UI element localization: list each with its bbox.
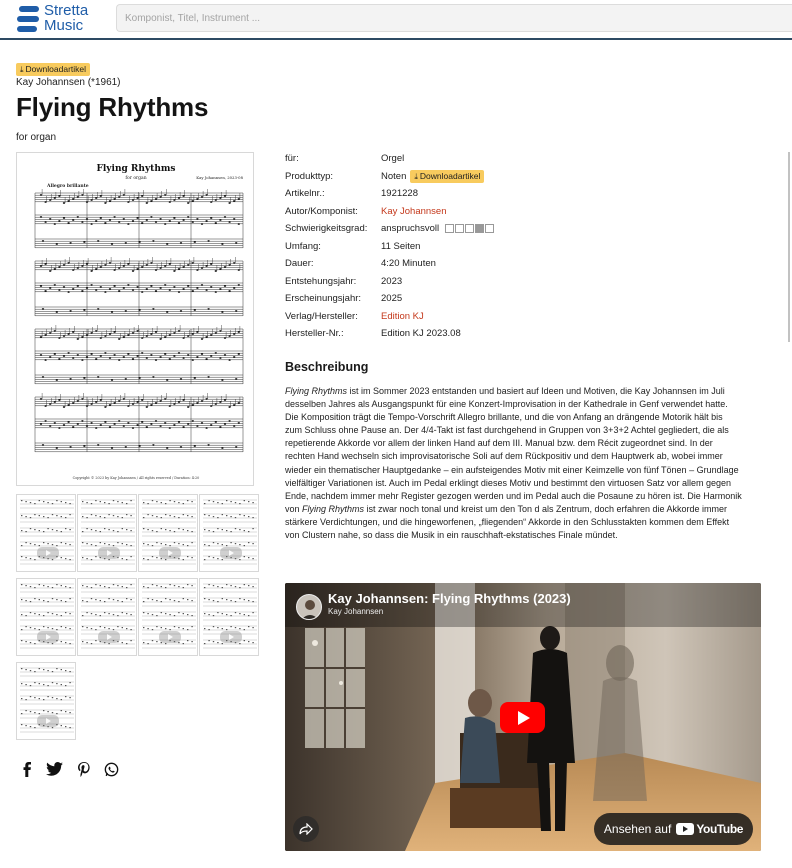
difficulty-indicator (445, 222, 495, 235)
detail-value (381, 222, 495, 235)
whatsapp-icon[interactable] (100, 758, 122, 780)
detail-label: Produkttyp: (285, 170, 334, 182)
description-text (285, 385, 763, 542)
detail-value (381, 170, 484, 183)
detail-label: Erscheinungsjahr: (285, 293, 362, 304)
twitter-icon[interactable] (43, 758, 65, 780)
description-line: von Flying Rhythms ist zwar noch tonal und kreist um den Ton d als Zentrum, doch erfahren die Akkorde immer (285, 503, 728, 514)
description-line: wieder ein thematischer Hauptgedanke – ein aufsteigendes Motiv mit einer Keimzelle von fünf Tönen – Grundlage (285, 464, 739, 475)
download-icon: ⤓ (414, 171, 418, 181)
detail-value (381, 292, 402, 305)
detail-value-text: Edition KJ 2023.08 (381, 328, 461, 339)
detail-label: Entstehungsjahr: (285, 275, 357, 287)
download-badge (410, 170, 484, 183)
score-thumbnail[interactable] (16, 578, 76, 656)
watch-label: Ansehen auf (603, 822, 672, 836)
difficulty-box (445, 224, 454, 233)
detail-value-text: 2023 (381, 275, 403, 287)
detail-label: Umfang: (285, 240, 321, 252)
facebook-icon[interactable] (16, 758, 38, 780)
share-arrow-icon (299, 823, 313, 835)
pinterest-icon[interactable] (73, 758, 95, 780)
difficulty-box (485, 224, 494, 233)
top-bar (0, 0, 792, 40)
detail-row (285, 187, 545, 204)
preview-play-icon (37, 547, 59, 559)
page-subtitle: for organ (16, 132, 57, 143)
play-button[interactable] (500, 702, 545, 733)
video-title[interactable]: Kay Johannsen: Flying Rhythms (2023) (328, 591, 571, 606)
detail-value-text: 11 Seiten (381, 240, 421, 252)
score-thumbnail[interactable] (16, 662, 76, 740)
logo-line-2: Music (44, 17, 84, 34)
detail-value-text: anspruchsvoll (381, 223, 440, 235)
description-line: vielfältiger Variationen ist. Auch im Pedal erklingt dieses Motiv und bestimmt den virtuosen Satz vor allem gegen (285, 477, 732, 488)
difficulty-box (465, 224, 474, 233)
youtube-label: YouTube (696, 822, 744, 836)
detail-row (285, 257, 545, 274)
description-line: repetierende Akkorde vor allem der linken Hand auf dem III. Manual bzw. dem Récit zugeordnet sind. In der (285, 438, 713, 449)
description-line: zum Schluss ohne Pause an. Der 4/4-Takt ist fast durchgehend in Gruppen von 3+3+2 Achtel gegliedert, die als (285, 425, 729, 436)
detail-value (381, 327, 461, 340)
logo-line-1: Stretta (44, 2, 89, 19)
detail-label: Autor/Komponist: (285, 205, 358, 217)
description-line: stärkere Verdichtungen, und die hingeworfenen, „fliegenden“ Akkorde in den Schlusstakten kommen dem Effekt (285, 516, 730, 527)
detail-value (381, 205, 447, 218)
preview-play-icon (159, 547, 181, 559)
detail-value (381, 187, 418, 200)
preview-play-icon (220, 547, 242, 559)
detail-value (381, 275, 402, 288)
score-thumbnail[interactable] (138, 494, 198, 572)
detail-row (285, 310, 545, 327)
description-line: Flying Rhythms ist im Sommer 2023 entstanden und basiert auf Ideen und Motiven, die Kay Johannsen im Juli (285, 386, 725, 396)
watch-on-youtube-button[interactable] (594, 813, 753, 845)
detail-value-text: Noten (381, 170, 407, 182)
detail-row (285, 205, 545, 222)
detail-label: Schwierigkeitsgrad: (285, 223, 368, 234)
detail-row (285, 327, 545, 344)
detail-label: Dauer: (285, 258, 314, 269)
youtube-video-embed[interactable] (285, 583, 761, 851)
youtube-icon (676, 823, 694, 835)
preview-play-icon (37, 715, 59, 727)
description-line: Ende, nachdem immer mehr Register gezogen werden und im Pedal auch die Posaune zu hören ist. Die Harmonik (285, 490, 742, 501)
logo-text (44, 3, 88, 33)
score-thumbnail[interactable] (77, 578, 137, 656)
score-thumbnail[interactable] (138, 578, 198, 656)
detail-row (285, 170, 545, 187)
preview-play-icon (98, 547, 120, 559)
detail-value (381, 310, 424, 323)
preview-play-icon (159, 631, 181, 643)
search-input[interactable] (116, 4, 792, 32)
download-badge-label: Downloadartikel (25, 64, 87, 74)
detail-link[interactable]: Kay Johannsen (381, 205, 447, 217)
detail-value (381, 257, 436, 270)
detail-row (285, 292, 545, 309)
score-thumbnail[interactable] (77, 494, 137, 572)
score-subtitle: for organ (125, 176, 147, 181)
download-icon: ⤓ (20, 65, 24, 74)
detail-value (381, 152, 404, 165)
score-composer: Kay Johannsen, 2023-08 (196, 175, 243, 180)
description-line: Die Komposition trägt die Tempo-Vorschrift Allegro brillante, und die von Anfang an drängende Motorik hält bis (285, 412, 723, 423)
description-heading: Beschreibung (285, 360, 369, 374)
detail-row (285, 222, 545, 239)
detail-value-text: 2025 (381, 293, 403, 304)
score-thumbnail[interactable] (16, 494, 76, 572)
stretta-logo-icon (17, 6, 39, 32)
score-thumbnail[interactable] (199, 578, 259, 656)
score-preview[interactable] (16, 152, 254, 486)
detail-row (285, 240, 545, 257)
preview-play-icon (220, 631, 242, 643)
detail-value-text: 1921228 (381, 188, 418, 199)
difficulty-box (475, 224, 484, 233)
detail-row (285, 152, 545, 169)
difficulty-box (455, 224, 464, 233)
share-bar (16, 758, 126, 780)
preview-play-icon (98, 631, 120, 643)
stretta-logo[interactable] (17, 3, 107, 35)
detail-label: Hersteller-Nr.: (285, 328, 344, 339)
download-badge-label: Downloadartikel (419, 170, 481, 181)
detail-value-text: 4:20 Minuten (381, 258, 436, 269)
score-page-image (17, 153, 254, 486)
description-line: von Clustern nahe, so dass die Musik in ein rauschhaft-ekstatisches Finale mündet. (285, 530, 618, 541)
description-line: rechten Hand wechseln sich improvisatorische Soli auf dem Rückpositiv und dem Hauptwerk ab, wobei immer (285, 451, 723, 462)
video-share-button[interactable] (293, 816, 319, 842)
detail-link[interactable]: Edition KJ (381, 310, 424, 322)
preview-play-icon (37, 631, 59, 643)
page-title: Flying Rhythms (16, 92, 209, 122)
detail-row (285, 275, 545, 292)
score-title: Flying Rhythms (96, 164, 176, 174)
channel-avatar[interactable] (296, 594, 322, 620)
detail-label: Verlag/Hersteller: (285, 310, 358, 322)
score-copyright: Copyright © 2023 by Kay Johannsen / All rights reserved / Duration: 4:20 (72, 476, 200, 480)
composer-name: Kay Johannsen (*1961) (16, 77, 121, 88)
youtube-logo (676, 822, 743, 836)
detail-label: für: (285, 153, 299, 164)
description-line: desselben Jahres als Ausgangspunkt für eine Konzert-Improvisation in der Kathedrale in Genf verwendet hatte. (285, 399, 728, 410)
detail-value-text: Orgel (381, 153, 405, 164)
download-badge (16, 63, 90, 76)
video-channel[interactable]: Kay Johannsen (328, 607, 384, 616)
thumbnail-grid (16, 494, 256, 749)
detail-value (381, 240, 420, 253)
score-tempo: Allegro brillante (47, 184, 89, 189)
detail-label: Artikelnr.: (285, 188, 325, 199)
score-thumbnail[interactable] (199, 494, 259, 572)
scroll-edge (788, 152, 790, 342)
